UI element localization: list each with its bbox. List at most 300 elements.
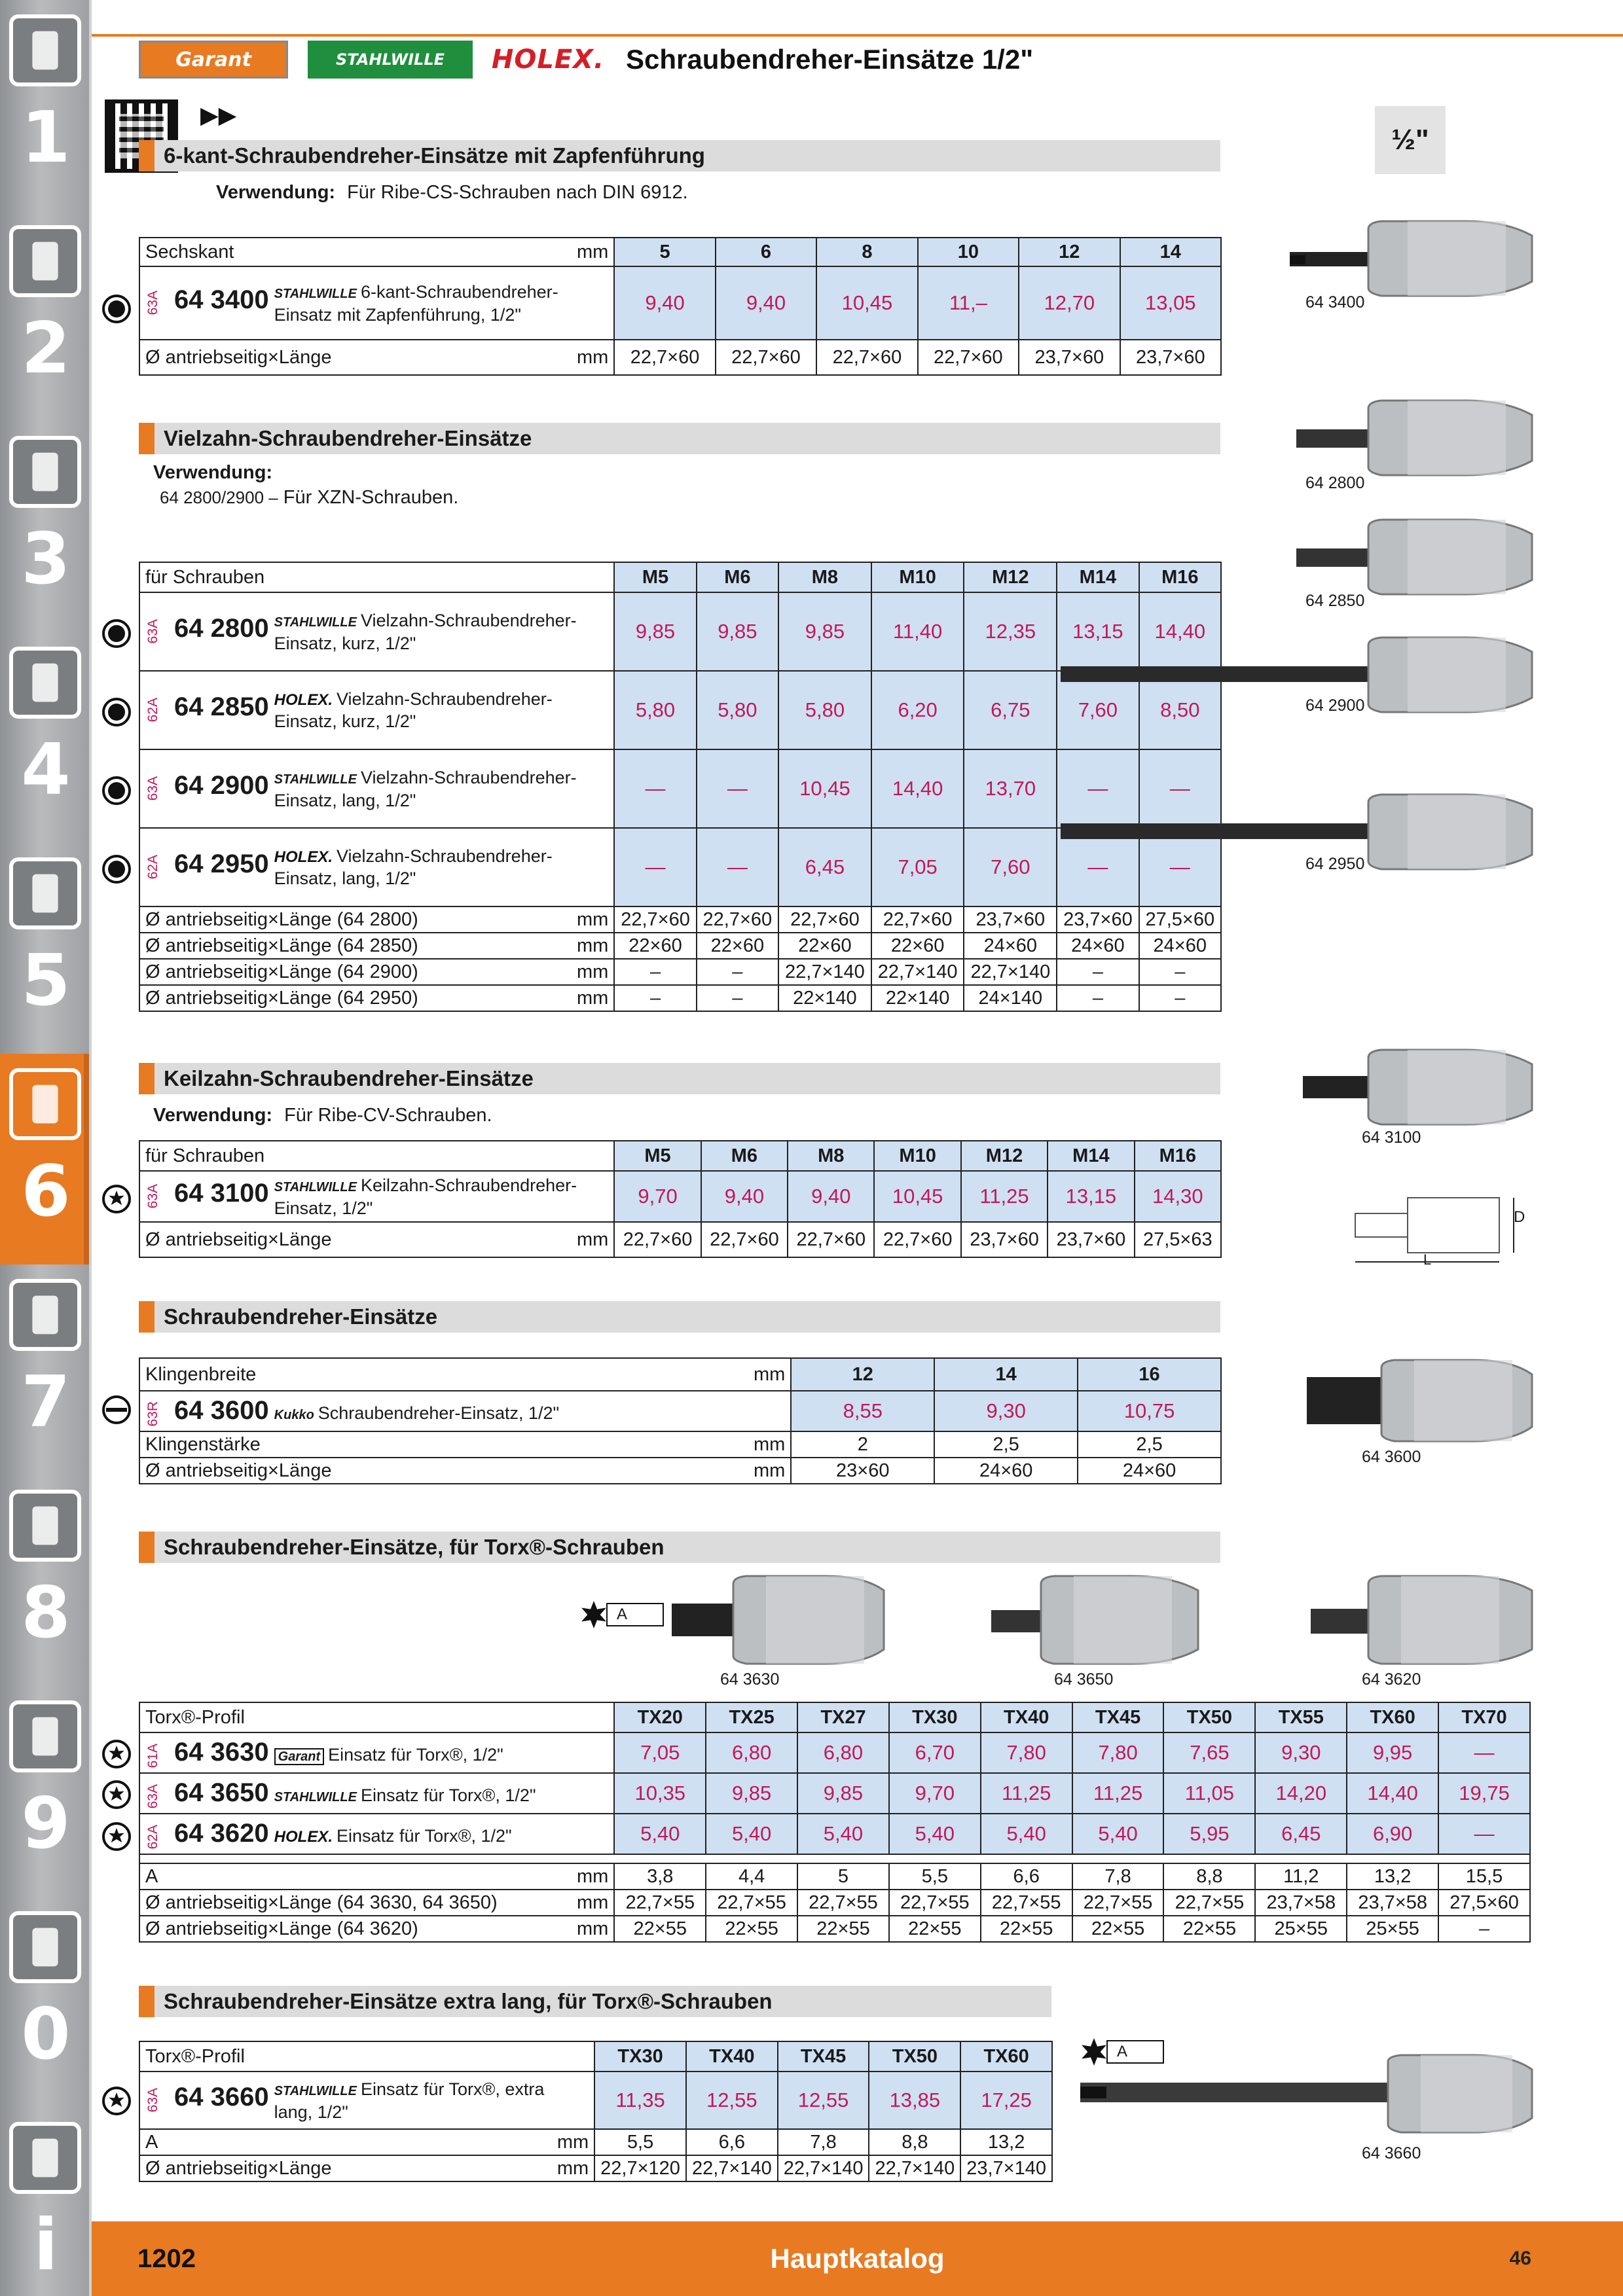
column-header: TX27 xyxy=(797,1702,889,1732)
article-number[interactable]: 64 3100 xyxy=(174,1178,269,1208)
chapter-number: 7 xyxy=(21,1361,71,1443)
price-cell: 6,70 xyxy=(889,1732,981,1773)
price-cell: 6,90 xyxy=(1347,1814,1438,1854)
dim-cell: 2,5 xyxy=(934,1431,1078,1458)
column-header: 8 xyxy=(816,238,917,266)
discount-group: 63A xyxy=(145,2088,160,2113)
toolbox-icon xyxy=(9,1490,81,1562)
section-title: Schraubendreher-Einsätze extra lang, für Torx®-Schrauben xyxy=(139,1986,1051,2017)
price-cell: 9,70 xyxy=(889,1773,981,1814)
price-cell: 14,20 xyxy=(1255,1773,1347,1814)
row-label: A xyxy=(139,1863,572,1890)
column-header: M12 xyxy=(964,562,1057,592)
product-description: STAHLWILLE Einsatz für Torx®, extra lang, 1/2" xyxy=(274,2079,545,2122)
chapter-tab-5[interactable] xyxy=(0,1054,92,1265)
cabinet-icon xyxy=(9,1700,81,1772)
column-header: M16 xyxy=(1135,1141,1221,1171)
dim-cell: 24×60 xyxy=(964,933,1057,959)
dim-cell: 22×140 xyxy=(871,985,964,1011)
product-image-64-3400 xyxy=(1290,216,1539,301)
stahlwille-logo: STAHLWILLE xyxy=(308,41,473,79)
dim-cell: 27,5×60 xyxy=(1438,1890,1530,1916)
product-description: HOLEX. Einsatz für Torx®, 1/2" xyxy=(274,1826,512,1846)
dim-cell: 22,7×60 xyxy=(778,906,871,933)
price-cell: 9,70 xyxy=(614,1171,701,1222)
chapter-number: 8 xyxy=(21,1572,71,1654)
dim-cell: 22,7×60 xyxy=(614,1222,701,1257)
dim-cell: 22×60 xyxy=(778,933,871,959)
image-caption: 64 3600 xyxy=(1362,1448,1421,1466)
dim-cell: 23,7×60 xyxy=(964,906,1057,933)
price-cell: 10,75 xyxy=(1078,1391,1221,1431)
price-cell: 9,85 xyxy=(778,592,871,671)
price-cell: 5,40 xyxy=(1072,1814,1164,1854)
product-description: STAHLWILLE Vielzahn-Schraubendreher-Einsatz, lang, 1/2" xyxy=(274,767,577,810)
dim-l-label: L xyxy=(1423,1251,1432,1268)
section-title: Schraubendreher-Einsätze xyxy=(139,1301,1220,1333)
dim-cell: – xyxy=(1139,985,1221,1011)
product-image-64-3600 xyxy=(1303,1355,1539,1446)
image-caption: 64 2800 xyxy=(1305,474,1365,492)
dim-cell: 8,8 xyxy=(1163,1863,1255,1890)
row-label: Ø antriebseitig×Länge (64 3620) xyxy=(139,1916,572,1942)
dim-cell: 22,7×55 xyxy=(1163,1890,1255,1916)
holex-mini-logo: HOLEX. xyxy=(274,1828,333,1846)
section-title: 6-kant-Schraubendreher-Einsätze mit Zapfenführung xyxy=(139,140,1220,171)
dim-cell: 22,7×60 xyxy=(816,340,917,375)
chapter-number: 4 xyxy=(21,729,71,811)
price-cell: 5,40 xyxy=(797,1814,889,1854)
dim-cell: 23,7×60 xyxy=(1048,1222,1134,1257)
dim-cell: 22,7×140 xyxy=(869,2155,960,2181)
holex-mini-logo: HOLEX. xyxy=(274,848,333,866)
dim-cell: 6,6 xyxy=(981,1863,1072,1890)
dim-cell: 24×60 xyxy=(1139,933,1221,959)
column-header: 10 xyxy=(918,238,1019,266)
product-image-64-3100 xyxy=(1296,1045,1539,1130)
column-header: 12 xyxy=(1019,238,1120,266)
row-label: Ø antriebseitig×Länge xyxy=(139,1458,748,1484)
row-label: Ø antriebseitig×Länge (64 2850) xyxy=(139,933,572,959)
price-cell: — xyxy=(697,749,778,828)
column-header: M10 xyxy=(871,562,964,592)
price-cell: 5,40 xyxy=(614,1814,706,1854)
price-cell: 5,80 xyxy=(614,671,696,749)
price-cell: 13,05 xyxy=(1120,266,1221,340)
column-header: M8 xyxy=(788,1141,874,1171)
wrench-icon xyxy=(9,1068,81,1140)
price-cell: 7,80 xyxy=(981,1732,1072,1773)
dim-cell: 22,7×60 xyxy=(614,340,715,375)
price-cell: — xyxy=(614,749,696,828)
image-caption: 64 3400 xyxy=(1305,293,1365,312)
chapter-number: 5 xyxy=(21,940,71,1022)
torx-a-indicator: A xyxy=(1080,2038,1164,2066)
price-cell: — xyxy=(614,828,696,906)
column-header: TX20 xyxy=(614,1702,706,1732)
section-title: Keilzahn-Schraubendreher-Einsätze xyxy=(139,1063,1220,1094)
dim-cell: 25×55 xyxy=(1255,1916,1347,1942)
usage-note: Verwendung: Für Ribe-CS-Schrauben nach DIN 6912. xyxy=(216,182,688,203)
column-header: TX45 xyxy=(1072,1702,1164,1732)
torx-symbol-icon xyxy=(102,1740,131,1768)
image-caption: 64 3620 xyxy=(1362,1670,1421,1689)
product-image-64-2850 xyxy=(1290,514,1539,600)
dim-cell: 22×140 xyxy=(778,985,871,1011)
product-description: STAHLWILLE Vielzahn-Schraubendreher-Einsatz, kurz, 1/2" xyxy=(274,610,577,653)
price-cell: 9,85 xyxy=(797,1773,889,1814)
dim-cell: 22×60 xyxy=(614,933,696,959)
dim-cell: 24×140 xyxy=(964,985,1057,1011)
price-cell: 12,55 xyxy=(686,2072,778,2129)
discount-group: 62A xyxy=(145,1824,160,1850)
image-caption: 64 3630 xyxy=(720,1670,780,1689)
chapter-tab-9[interactable] xyxy=(0,1897,92,2108)
dim-cell: 22,7×60 xyxy=(701,1222,788,1257)
product-image-64-3620 xyxy=(1303,1571,1539,1669)
discount-group: 63R xyxy=(145,1401,160,1427)
article-number[interactable]: 64 3650 xyxy=(174,1778,269,1807)
header-label: für Schrauben xyxy=(139,1141,572,1171)
chapter-number: 1 xyxy=(21,97,71,179)
price-cell: 9,40 xyxy=(701,1171,788,1222)
chapter-tab-3[interactable] xyxy=(0,632,92,843)
price-cell: 5,95 xyxy=(1163,1814,1255,1854)
image-caption: 64 3650 xyxy=(1054,1670,1114,1689)
product-description: Kukko Schraubendreher-Einsatz, 1/2" xyxy=(274,1403,560,1423)
dim-cell: 24×60 xyxy=(1078,1458,1221,1484)
article-number[interactable]: 64 3620 xyxy=(174,1818,269,1848)
price-cell: 14,30 xyxy=(1135,1171,1221,1222)
article-number[interactable]: 64 2950 xyxy=(174,849,269,878)
column-header: TX40 xyxy=(686,2041,778,2072)
table-64-3100: für Schrauben M5 M6 M8 M10 M12 M14 M16 63A 64 3100 STAHLWILLE Keilzahn-Schraubendreher-Einsatz, 1/2" 9,70 9,40 9,40 10,45 11,25 13,15 14,30 Ø antriebseitig×Länge mm 22,7×60 22,7×60 22,7×60 22,7×60 23,7×60 23,7×60 27,5×63 xyxy=(139,1140,1222,1258)
holex-mini-logo: HOLEX. xyxy=(274,691,333,709)
header-label: Klingenbreite xyxy=(139,1358,748,1391)
price-cell: 8,50 xyxy=(1139,671,1221,749)
stahlwille-mini-logo: STAHLWILLE xyxy=(274,1179,357,1194)
chapter-number: 2 xyxy=(21,308,71,389)
price-cell: 5,40 xyxy=(889,1814,981,1854)
price-cell: 13,85 xyxy=(869,2072,960,2129)
spline-symbol-icon xyxy=(102,698,131,726)
column-header: TX40 xyxy=(981,1702,1072,1732)
dim-cell: 22,7×55 xyxy=(1072,1890,1164,1916)
chapter-tab-8[interactable] xyxy=(0,1686,92,1897)
column-header: M6 xyxy=(697,562,778,592)
dim-cell: 22×60 xyxy=(871,933,964,959)
price-cell: — xyxy=(697,828,778,906)
table-64-3600: Klingenbreite mm 12 14 16 63R 64 3600 Kukko Schraubendreher-Einsatz, 1/2" 8,55 9,30 10,75 Klingenstärke mm 2 2,5 2,5 Ø antriebseitig×Länge mm 23×60 24×60 24×60 xyxy=(139,1357,1222,1484)
column-header: TX50 xyxy=(869,2041,960,2072)
price-cell: 7,80 xyxy=(1072,1732,1164,1773)
dim-cell: 22,7×60 xyxy=(871,906,964,933)
discount-group: 62A xyxy=(145,855,160,880)
price-cell: 6,45 xyxy=(1255,1814,1347,1854)
dim-cell: 23,7×60 xyxy=(961,1222,1048,1257)
column-header: TX50 xyxy=(1163,1702,1255,1732)
dim-cell: 22×55 xyxy=(1072,1916,1164,1942)
dim-cell: 2,5 xyxy=(1078,1431,1221,1458)
article-number[interactable]: 64 2800 xyxy=(174,613,269,643)
price-cell: 12,55 xyxy=(778,2072,869,2129)
price-cell: 7,65 xyxy=(1163,1732,1255,1773)
dim-cell: – xyxy=(614,959,696,985)
safety-icon xyxy=(9,1911,81,1983)
dim-cell: 22,7×60 xyxy=(614,906,696,933)
header-label: Sechskant xyxy=(139,238,572,266)
insert-icon xyxy=(9,225,81,297)
price-cell: 9,30 xyxy=(1255,1732,1347,1773)
price-cell: 7,60 xyxy=(964,828,1057,906)
column-header: M8 xyxy=(778,562,871,592)
product-description: HOLEX. Vielzahn-Schraubendreher-Einsatz, kurz, 1/2" xyxy=(274,689,553,731)
chapter-number: 9 xyxy=(21,1783,71,1865)
price-cell: 9,85 xyxy=(614,592,696,671)
dim-cell: 23×60 xyxy=(791,1458,934,1484)
column-header: 6 xyxy=(716,238,816,266)
dim-cell: 23,7×60 xyxy=(1057,906,1139,933)
image-caption: 64 2950 xyxy=(1305,855,1365,873)
torx-symbol-icon xyxy=(102,1822,131,1851)
column-header: TX30 xyxy=(889,1702,981,1732)
row-label: Ø antriebseitig×Länge (64 2950) xyxy=(139,985,572,1011)
article-number[interactable]: 64 3400 xyxy=(174,285,269,314)
catalog-title: Hauptkatalog xyxy=(770,2243,945,2274)
saw-icon xyxy=(9,857,81,929)
discount-group: 63A xyxy=(145,291,160,315)
price-cell: 6,75 xyxy=(964,671,1057,749)
price-cell: 7,05 xyxy=(871,828,964,906)
price-cell: — xyxy=(1057,749,1139,828)
usage-note: Verwendung: xyxy=(153,462,273,483)
spline-symbol-icon xyxy=(102,619,131,648)
article-number[interactable]: 64 3630 xyxy=(174,1737,269,1767)
column-header: TX45 xyxy=(778,2041,869,2072)
size-badge: ½" xyxy=(1375,106,1446,174)
footer-ref: 46 xyxy=(1509,2248,1531,2269)
dim-cell: – xyxy=(697,959,778,985)
image-caption: 64 2900 xyxy=(1305,696,1365,715)
column-header: M14 xyxy=(1057,562,1139,592)
article-number[interactable]: 64 3600 xyxy=(174,1395,269,1425)
drill-icon xyxy=(9,14,81,86)
dim-cell: 23,7×140 xyxy=(960,2155,1052,2181)
price-cell: — xyxy=(1438,1732,1530,1773)
column-header: M10 xyxy=(874,1141,960,1171)
dim-cell: – xyxy=(614,985,696,1011)
row-label: Klingenstärke xyxy=(139,1431,748,1458)
row-label: Ø antriebseitig×Länge xyxy=(139,2155,552,2181)
dim-cell: 22,7×140 xyxy=(686,2155,778,2181)
dim-cell: 22,7×140 xyxy=(964,959,1057,985)
price-cell: 10,35 xyxy=(614,1773,706,1814)
column-header: TX55 xyxy=(1255,1702,1347,1732)
dim-cell: 13,2 xyxy=(1347,1863,1438,1890)
section-title: Schraubendreher-Einsätze, für Torx®-Schrauben xyxy=(139,1532,1220,1563)
price-cell: 9,40 xyxy=(788,1171,874,1222)
usage-note-detail: 64 2800/2900 – Für XZN-Schrauben. xyxy=(160,487,459,508)
table-64-3660: Torx®-Profil TX30 TX40 TX45 TX50 TX60 63A 64 3660 STAHLWILLE Einsatz für Torx®, extra lang, 1/2" 11,35 12,55 12,55 13,85 17,25 A mm 5,5 6,6 7,8 8,8 13,2 Ø antriebseitig×Länge mm 22,7×120 22,7×140 22,7×140 22,7×140 23,7×140 xyxy=(139,2041,1053,2182)
product-image-64-3630 xyxy=(668,1571,890,1669)
chapter-tab-10[interactable] xyxy=(0,2108,92,2296)
column-header: M14 xyxy=(1048,1141,1134,1171)
dim-d-label: D xyxy=(1514,1208,1525,1226)
product-image-64-3650 xyxy=(982,1571,1205,1669)
dim-cell: 22×55 xyxy=(889,1916,981,1942)
header-label: Torx®-Profil xyxy=(139,1702,572,1732)
dim-cell: 22×60 xyxy=(697,933,778,959)
column-header: 14 xyxy=(1120,238,1221,266)
row-label: Ø antriebseitig×Länge (64 2900) xyxy=(139,959,572,985)
dim-cell: 22×55 xyxy=(706,1916,797,1942)
product-description: STAHLWILLE Einsatz für Torx®, 1/2" xyxy=(274,1785,536,1805)
price-cell: 11,35 xyxy=(594,2072,686,2129)
product-description: STAHLWILLE 6-kant-Schraubendreher-Einsatz mit Zapfenführung, 1/2" xyxy=(274,281,558,325)
discount-group: 63A xyxy=(145,776,160,801)
dim-cell: 22×55 xyxy=(614,1916,706,1942)
dim-cell: 22,7×60 xyxy=(874,1222,960,1257)
section-title: Vielzahn-Schraubendreher-Einsätze xyxy=(139,423,1220,454)
price-cell: 14,40 xyxy=(1347,1773,1438,1814)
article-number[interactable]: 64 2900 xyxy=(174,770,269,800)
dim-cell: 22,7×55 xyxy=(889,1890,981,1916)
article-number[interactable]: 64 2850 xyxy=(174,692,269,721)
dim-cell: 22,7×140 xyxy=(778,2155,869,2181)
stahlwille-mini-logo: STAHLWILLE xyxy=(274,772,357,787)
dim-cell: 22×55 xyxy=(797,1916,889,1942)
dim-cell: 5,5 xyxy=(889,1863,981,1890)
dim-cell: 22,7×60 xyxy=(788,1222,874,1257)
stahlwille-mini-logo: STAHLWILLE xyxy=(274,286,357,301)
dim-cell: 23,7×58 xyxy=(1347,1890,1438,1916)
dim-cell: 27,5×60 xyxy=(1139,906,1221,933)
price-cell: 7,05 xyxy=(614,1732,706,1773)
product-image-64-2800 xyxy=(1290,395,1539,480)
price-cell: 19,75 xyxy=(1438,1773,1530,1814)
dim-cell: – xyxy=(1057,959,1139,985)
dim-cell: 27,5×63 xyxy=(1135,1222,1221,1257)
header-rule xyxy=(92,34,1623,37)
torx-a-indicator: A xyxy=(580,1601,664,1628)
torx-star-icon xyxy=(580,1601,608,1628)
product-description: STAHLWILLE Keilzahn-Schraubendreher-Einsatz, 1/2" xyxy=(274,1175,577,1218)
discount-group: 63A xyxy=(145,1784,160,1809)
garant-mini-logo: Garant xyxy=(274,1748,324,1765)
stahlwille-mini-logo: STAHLWILLE xyxy=(274,1789,357,1804)
price-cell: 9,40 xyxy=(716,266,816,340)
price-cell: 9,30 xyxy=(934,1391,1078,1431)
price-cell: 10,45 xyxy=(816,266,917,340)
price-cell: 10,45 xyxy=(778,749,871,828)
dim-cell: 23,7×60 xyxy=(1120,340,1221,375)
column-header: M5 xyxy=(614,1141,701,1171)
dim-cell: 24×60 xyxy=(934,1458,1078,1484)
dim-cell: 23,7×60 xyxy=(1019,340,1120,375)
dim-cell: 8,8 xyxy=(869,2129,960,2155)
price-cell: — xyxy=(1438,1814,1530,1854)
dim-cell: 22,7×60 xyxy=(716,340,816,375)
price-cell: 6,80 xyxy=(797,1732,889,1773)
product-image-64-2950 xyxy=(1054,789,1539,874)
dim-cell: 22×55 xyxy=(981,1916,1072,1942)
page-footer xyxy=(92,2221,1623,2296)
chapter-tab-4[interactable] xyxy=(0,843,92,1054)
product-image-64-3660 xyxy=(1074,2054,1539,2145)
dim-cell: 22,7×55 xyxy=(614,1890,706,1916)
column-header: TX70 xyxy=(1438,1702,1530,1732)
product-image-64-2900 xyxy=(1054,632,1539,717)
price-cell: 11,25 xyxy=(961,1171,1048,1222)
image-caption: 64 3100 xyxy=(1362,1128,1421,1147)
caliper-icon xyxy=(9,647,81,719)
column-header: 5 xyxy=(614,238,715,266)
price-cell: 5,40 xyxy=(981,1814,1072,1854)
table-64-3400: Sechskant mm 5 6 8 10 12 14 63A 64 3400 STAHLWILLE 6-kant-Schraubendreher-Einsatz mit Zapfenführung, 1/2" 9,40 9,40 10,45 11,– 12,70 13,05 Ø antriebseitig×Länge mm 22,7×60 22,7×60 22,7×60 22,7×60 23,7×60 23,7×60 xyxy=(139,237,1222,376)
chapter-number: i xyxy=(33,2204,58,2286)
dim-cell: 22,7×55 xyxy=(797,1890,889,1916)
chapter-tab-6[interactable] xyxy=(0,1265,92,1475)
dim-cell: 22,7×120 xyxy=(594,2155,686,2181)
dim-cell: 5,5 xyxy=(594,2129,686,2155)
column-header: M5 xyxy=(614,562,696,592)
chapter-tab-7[interactable] xyxy=(0,1475,92,1686)
dim-cell: – xyxy=(697,985,778,1011)
chapter-number: 6 xyxy=(21,1151,71,1232)
dim-cell: – xyxy=(1057,985,1139,1011)
info-icon xyxy=(9,2122,81,2194)
dim-cell: 6,6 xyxy=(686,2129,778,2155)
hex-symbol-icon xyxy=(102,295,131,323)
price-cell: 9,85 xyxy=(697,592,778,671)
column-header: TX25 xyxy=(706,1702,797,1732)
torx-symbol-icon xyxy=(102,2087,131,2115)
kukko-mini-logo: Kukko xyxy=(274,1407,314,1422)
row-label: Ø antriebseitig×Länge xyxy=(139,1222,572,1257)
price-cell: 5,80 xyxy=(778,671,871,749)
row-label: Ø antriebseitig×Länge (64 3630, 64 3650) xyxy=(139,1890,572,1916)
column-header: TX30 xyxy=(594,2041,686,2072)
price-cell: 10,45 xyxy=(874,1171,960,1222)
chapter-tab-0[interactable] xyxy=(0,0,92,211)
column-header: 12 xyxy=(791,1358,934,1391)
chapter-tab-1[interactable] xyxy=(0,211,92,422)
dim-cell: 22,7×60 xyxy=(918,340,1019,375)
chapter-tab-2[interactable] xyxy=(0,422,92,632)
dim-cell: 7,8 xyxy=(778,2129,869,2155)
price-cell: 9,40 xyxy=(614,266,715,340)
column-header: M6 xyxy=(701,1141,788,1171)
dim-cell: 22×55 xyxy=(1163,1916,1255,1942)
column-header: 14 xyxy=(934,1358,1078,1391)
price-cell: 11,25 xyxy=(1072,1773,1164,1814)
column-header: TX60 xyxy=(960,2041,1052,2072)
dim-cell: 4,4 xyxy=(706,1863,797,1890)
article-number[interactable]: 64 3660 xyxy=(174,2082,269,2111)
price-cell: 9,85 xyxy=(706,1773,797,1814)
price-cell: 11,– xyxy=(918,266,1019,340)
column-header: 16 xyxy=(1078,1358,1221,1391)
price-cell: 12,35 xyxy=(964,592,1057,671)
price-cell: 13,70 xyxy=(964,749,1057,828)
product-description: Garant Einsatz für Torx®, 1/2" xyxy=(274,1744,582,1767)
page-title: Schraubendreher-Einsätze 1/2" xyxy=(626,44,1034,75)
price-cell: 7,60 xyxy=(1057,671,1139,749)
price-cell: — xyxy=(1057,828,1139,906)
dim-cell: – xyxy=(1139,959,1221,985)
dim-cell: 13,2 xyxy=(960,2129,1052,2155)
spline-symbol-icon xyxy=(102,855,131,884)
